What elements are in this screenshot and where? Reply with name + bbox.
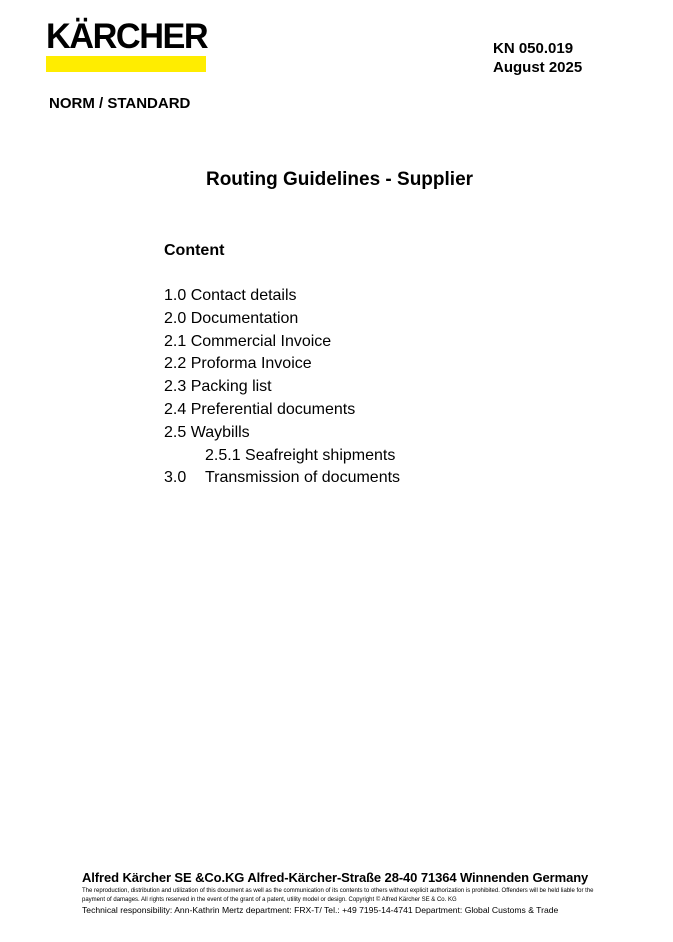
logo-yellow-bar bbox=[46, 56, 206, 72]
toc-item-2-1 bbox=[164, 331, 400, 354]
toc-number: 2.1 bbox=[164, 332, 187, 350]
toc-label: Transmission of documents bbox=[205, 469, 401, 487]
page-footer bbox=[82, 870, 602, 916]
logo-wordmark: KÄRCHER bbox=[46, 17, 208, 56]
toc-item-2-4 bbox=[164, 399, 400, 422]
toc-number: 2.4 bbox=[164, 400, 187, 418]
footer-legal-notice: The reproduction, distribution and utilization of this document as well as the communication of its contents to others without explicit authorization is prohibited. Offenders will be held liable for the payment of damages. All rights reserved in the event of the grant of a patent, utility model or design. Copyright © Alfred Kärcher SE & Co. KG bbox=[82, 888, 594, 903]
toc-item-2-5-1 bbox=[164, 445, 400, 468]
toc-number: 3.0 bbox=[164, 469, 187, 487]
document-title: Routing Guidelines - Supplier bbox=[205, 169, 474, 190]
toc-label: Seafreight shipments bbox=[245, 446, 396, 464]
toc-label: Packing list bbox=[190, 378, 272, 396]
toc-number: 2.5.1 bbox=[205, 446, 241, 464]
document-date: August 2025 bbox=[493, 59, 583, 76]
toc-item-2-5 bbox=[164, 422, 400, 445]
toc-number: 2.2 bbox=[164, 355, 187, 373]
toc-number: 2.3 bbox=[164, 378, 187, 396]
toc-number: 2.0 bbox=[164, 309, 187, 327]
toc-label: Documentation bbox=[190, 309, 299, 327]
toc-label: Waybills bbox=[190, 423, 250, 441]
toc-item-2-0 bbox=[164, 308, 400, 331]
content-heading: Content bbox=[164, 242, 225, 259]
toc-item-1-0 bbox=[164, 285, 400, 308]
toc-number: 1.0 bbox=[164, 287, 187, 304]
toc-label: Proforma Invoice bbox=[190, 355, 312, 373]
table-of-contents bbox=[164, 285, 400, 490]
document-number: KN 050.019 bbox=[493, 40, 574, 57]
toc-label: Preferential documents bbox=[190, 400, 356, 418]
norm-standard-label: NORM / STANDARD bbox=[49, 95, 191, 112]
footer-company-address: Alfred Kärcher SE &Co.KG Alfred-Kärcher-Straße 28-40 71364 Winnenden Germany bbox=[82, 870, 589, 885]
toc-item-3-0 bbox=[164, 467, 400, 490]
toc-item-2-3 bbox=[164, 376, 400, 399]
toc-item-2-2 bbox=[164, 353, 400, 376]
toc-label: Contact details bbox=[190, 287, 297, 304]
footer-technical-responsibility: Technical responsibility: Ann-Kathrin Mertz department: FRX-T/ Tel.: +49 7195-14-4741 Department: Global Customs & Trade bbox=[82, 905, 559, 915]
karcher-logo bbox=[46, 19, 206, 73]
toc-label: Commercial Invoice bbox=[190, 332, 332, 350]
toc-number: 2.5 bbox=[164, 423, 187, 441]
